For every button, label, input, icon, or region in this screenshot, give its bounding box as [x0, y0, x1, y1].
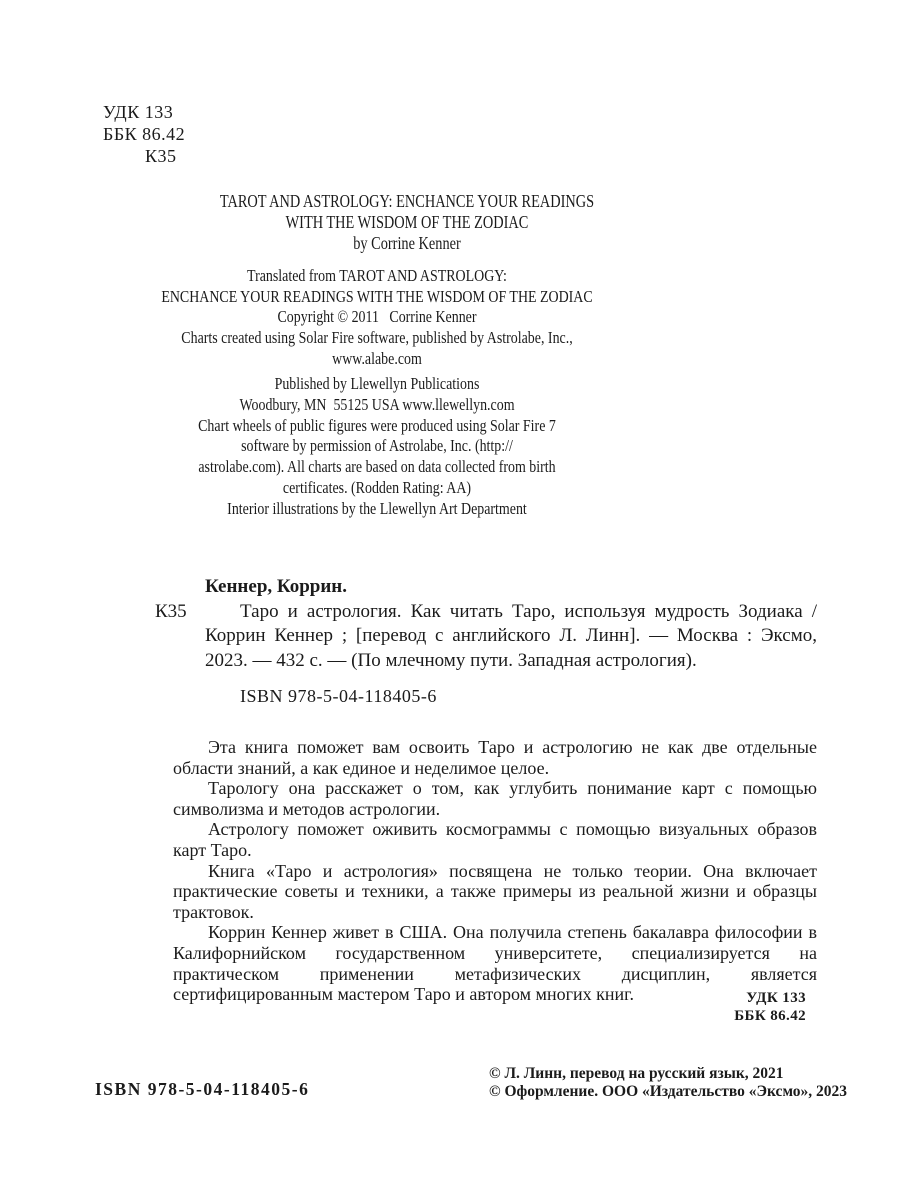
- original-title-line: TAROT AND ASTROLOGY: ENCHANCE YOUR READINGS: [219, 191, 595, 211]
- bottom-classification-codes: [734, 990, 806, 1025]
- copyright-line: Copyright © 2011 Corrine Kenner: [277, 307, 477, 327]
- catalog-card: [155, 575, 817, 709]
- annotation-paragraph: Коррин Кеннер живет в США. Она получила степень бакалавра философии в Калифорнийском государственном университете, специализируется на практическом применении метафизических дисциплин, является сертифицированным мастером Таро и автором многих книг.: [173, 922, 817, 1005]
- top-classification-codes: [103, 101, 185, 167]
- chart-wheels-line: Chart wheels of public figures were produced using Solar Fire 7: [198, 415, 556, 435]
- catalog-entry: [155, 600, 817, 674]
- publisher-line: Published by Llewellyn Publications: [274, 374, 480, 393]
- translation-note-block: [68, 266, 686, 370]
- original-author-line: by Corrine Kenner: [353, 233, 461, 253]
- publisher-address-line: Woodbury, MN 55125 USA www.llewellyn.com: [239, 394, 515, 414]
- publisher-note-block: [68, 374, 686, 520]
- catalog-author-sign: К35: [155, 600, 187, 622]
- annotation-block: [173, 737, 817, 1005]
- annotation-paragraph: Тарологу она расскажет о том, как углубить понимание карт с помощью символизма и методов астрологии.: [173, 778, 817, 819]
- illustrations-credit-line: Interior illustrations by the Llewellyn Art Department: [227, 498, 527, 518]
- catalog-author: Кеннер, Коррин.: [205, 576, 347, 597]
- chart-wheels-line: software by permission of Astrolabe, Inc. (http://: [241, 436, 513, 456]
- udk-code-bottom: УДК 133: [746, 990, 806, 1006]
- annotation-paragraph: Книга «Таро и астрология» посвящена не только теории. Она включает практические советы и техники, а также примеры из реальной жизни и образцы трактовок.: [173, 860, 817, 922]
- bbk-code-bottom: ББК 86.42: [734, 1007, 806, 1024]
- author-sign-code: К35: [145, 146, 177, 166]
- footer-isbn: ISBN 978-5-04-118405-6: [95, 1079, 310, 1099]
- bbk-code: ББК 86.42: [103, 124, 186, 144]
- catalog-isbn: ISBN 978-5-04-118405-6: [240, 686, 437, 707]
- original-title-block: [73, 191, 740, 254]
- copyright-design-line: © Оформление. ООО «Издательство «Эксмо», 2023: [489, 1082, 848, 1100]
- udk-code: УДК 133: [103, 102, 174, 122]
- website-line: www.alabe.com: [332, 348, 422, 368]
- original-title-line: WITH THE WISDOM OF THE ZODIAC: [285, 212, 529, 232]
- chart-wheels-line: astrolabe.com). All charts are based on data collected from birth: [198, 457, 556, 477]
- annotation-paragraph: Астрологу поможет оживить космограммы с помощью визуальных образов карт Таро.: [173, 819, 817, 860]
- translated-from-line: Translated from TAROT AND ASTROLOGY:: [247, 266, 507, 285]
- footer-copyright-block: [489, 1065, 847, 1100]
- annotation-paragraph: Эта книга поможет вам освоить Таро и астрологию не как две отдельные области знаний, а как единое и неделимое целое.: [173, 737, 817, 778]
- translated-from-line: ENCHANCE YOUR READINGS WITH THE WISDOM OF THE ZODIAC: [161, 286, 593, 306]
- catalog-entry-text: Таро и астрология. Как читать Таро, используя мудрость Зодиака / Коррин Кеннер ; [перевод с английского Л. Линн]. — Москва : Эксмо, 2023. — 432 с. — (По млечному пути. Западная астрология).: [205, 600, 817, 671]
- charts-credit-line: Charts created using Solar Fire software, published by Astrolabe, Inc.,: [181, 328, 573, 348]
- copyright-translation-line: © Л. Линн, перевод на русский язык, 2021: [489, 1065, 784, 1082]
- rodden-rating-line: certificates. (Rodden Rating: AA): [282, 477, 472, 497]
